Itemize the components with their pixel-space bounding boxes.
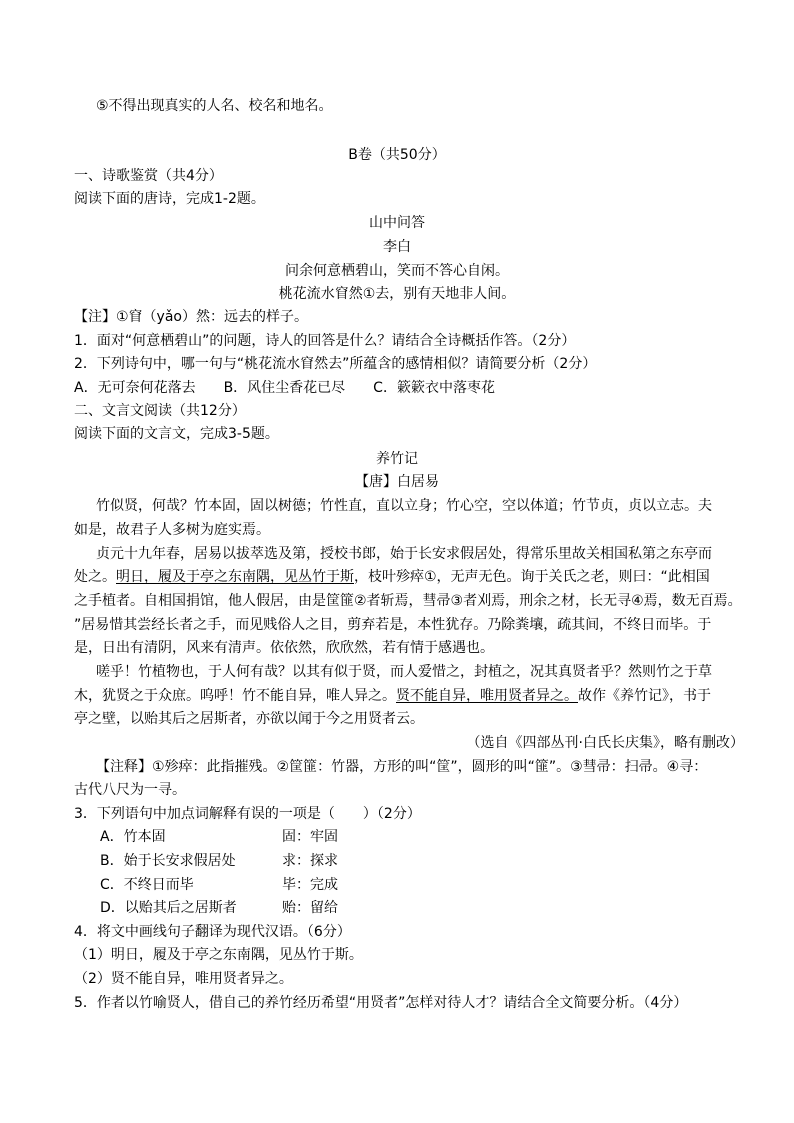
essay-p2-line2-post: ，枝叶殄瘁①，无声无色。询于关氏之老，则曰：“此相国: [354, 569, 710, 585]
essay-author: 【唐】白居易: [355, 474, 439, 490]
question-1: 1．面对“何意栖碧山”的问题，诗人的回答是什么？请结合全诗概括作答。（2分）: [74, 333, 576, 349]
question-4: 4．将文中画线句子翻译为现代汉语。（6分）: [74, 924, 351, 940]
question-4-item-2: （2）贤不能自异，唯用贤者异之。: [74, 971, 293, 987]
poem-author: 李白: [383, 239, 411, 255]
section1-title: 一、诗歌鉴赏（共4分）: [74, 168, 223, 184]
q3-option-a-gloss: 固：牢固: [282, 829, 338, 845]
essay-source: （选自《四部丛刊·白氏长庆集》，略有删改）: [466, 735, 744, 751]
section1-intro: 阅读下面的唐诗，完成1-2题。: [74, 191, 265, 207]
section2-title: 二、文言文阅读（共12分）: [74, 403, 246, 419]
q3-option-d: D．以贻其后之居斯者: [100, 900, 237, 916]
question-4-item-1: （1）明日，履及于亭之东南隅，见丛竹于斯。: [74, 947, 363, 963]
essay-title: 养竹记: [376, 451, 418, 467]
question-2-options: A．无可奈何花落去 B．风住尘香花已尽 C．簌簌衣中落枣花: [74, 380, 495, 396]
essay-p3-line3: 亭之壁，以贻其后之居斯者，亦欲以闻于今之用贤者云。: [74, 711, 424, 727]
question-2: 2．下列诗句中，哪一句与“桃花流水窅然去”所蕴含的感情相似？请简要分析（2分）: [74, 356, 597, 372]
poem-note: 【注】①窅（yǎo）然：远去的样子。: [74, 309, 308, 325]
essay-p1-line1: 竹似贤，何哉？竹本固，固以树德；竹性直，直以立身；竹心空，空以体道；竹节贞，贞以立志。夫: [96, 498, 712, 514]
essay-p3-line1: 嗟乎！竹植物也，于人何有哉？以其有似于贤，而人爱惜之，封植之，况其真贤者乎？然则竹之于草: [96, 664, 712, 680]
q3-option-c: C．不终日而毕: [100, 877, 194, 893]
q3-option-b: B．始于长安求假居处: [100, 853, 236, 869]
question-5: 5．作者以竹喻贤人，借自己的养竹经历希望“用贤者”怎样对待人才？请结合全文简要分析。（4分）: [74, 995, 688, 1011]
section2-intro: 阅读下面的文言文，完成3-5题。: [74, 426, 279, 442]
essay-p1-line2: 如是，故君子人多树为庭实焉。: [74, 522, 270, 538]
q3-option-d-gloss: 贻：留给: [282, 900, 338, 916]
q3-option-c-gloss: 毕：完成: [282, 877, 338, 893]
b-section-title: B卷（共50分）: [348, 147, 446, 163]
essay-note-line1: 【注释】①殄瘁：此指摧残。②筐篚：竹器，方形的叫“筐”，圆形的叫“篚”。③彗帚：扫帚。④寻：: [96, 759, 708, 775]
poem-title: 山中问答: [369, 215, 425, 231]
essay-p3-line2-post: 故作《养竹记》，书于: [578, 688, 711, 704]
essay-p2-line2: [74, 567, 710, 587]
underlined-sentence-2: 贤不能自异，唯用贤者异之。: [396, 688, 578, 704]
essay-p2-line1: 贞元十九年春，居易以拔萃选及第，授校书郎，始于长安求假居处，得常乐里故关相国私第之东亭而: [96, 546, 712, 562]
question-3: 3．下列语句中加点词解释有误的一项是（ ）（2分）: [74, 806, 421, 822]
q3-option-b-gloss: 求：探求: [282, 853, 338, 869]
rule-5: ⑤不得出现真实的人名、校名和地名。: [96, 98, 333, 114]
poem-line-1: 问余何意栖碧山，笑而不答心自闲。: [285, 263, 509, 279]
essay-p2-line5: 是，日出有清阴，风来有清声。依依然，欣欣然，若有情于感遇也。: [74, 640, 494, 656]
q3-option-a: A．竹本固: [100, 829, 166, 845]
poem-line-2: 桃花流水窅然①去，别有天地非人间。: [278, 286, 516, 302]
essay-p2-line2-pre: 处之。: [74, 569, 116, 585]
essay-p3-line2-pre: 木，犹贤之于众庶。呜呼！竹不能自异，唯人异之。: [74, 688, 396, 704]
essay-p2-line4: ”居易惜其尝经长者之手，而见贱俗人之目，剪弃若是，本性犹存。乃除粪壤，疏其间，不终日而毕。于: [74, 617, 712, 633]
essay-note-line2: 古代八尺为一寻。: [74, 782, 186, 798]
underlined-sentence-1: 明日，履及于亭之东南隅，见丛竹于斯: [116, 569, 354, 585]
essay-p2-line3: 之手植者。自相国捐馆，他人假居，由是筐篚②者斩焉，彗帚③者刈焉，刑余之材，长无寻④焉，数无百焉。: [74, 593, 742, 609]
essay-p3-line2: [74, 686, 711, 706]
